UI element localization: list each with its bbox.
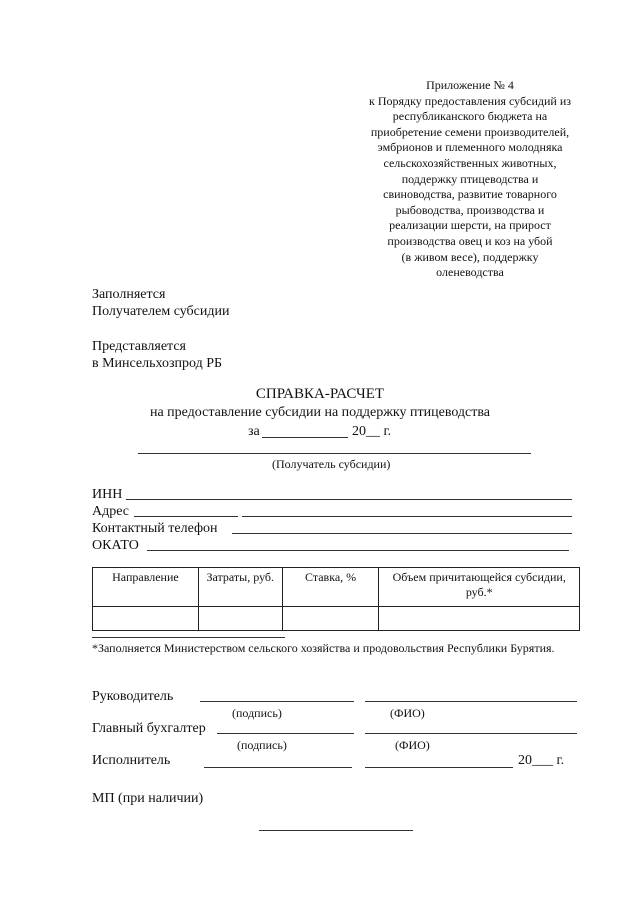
document-title: СПРАВКА-РАСЧЕТ — [255, 386, 385, 402]
table-cell[interactable] — [379, 607, 580, 631]
stamp-line[interactable] — [259, 830, 413, 831]
executor-signature-line[interactable] — [204, 767, 352, 768]
submitted-to-line1: Представляется — [92, 339, 186, 354]
filled-by-label — [92, 286, 229, 320]
footnote-divider — [92, 637, 285, 638]
okato-label: ОКАТО — [92, 538, 139, 553]
recipient-input-line[interactable] — [138, 453, 531, 454]
inn-label: ИНН — [92, 487, 123, 502]
filled-by-line1: Заполняется — [92, 287, 166, 302]
appendix-line: оленеводства — [436, 265, 504, 280]
submitted-to-line2: в Минсельхозпрод РБ — [92, 356, 223, 371]
address-input-line-1[interactable] — [134, 516, 238, 517]
recipient-caption: (Получатель субсидии) — [272, 457, 391, 471]
table-cell[interactable] — [198, 607, 282, 631]
chief-accountant-signature-line[interactable] — [217, 733, 354, 734]
appendix-line: рыбоводства, производства и — [395, 202, 545, 217]
executor-name-line[interactable] — [365, 767, 513, 768]
head-signature-caption: (подпись) — [232, 706, 282, 720]
table-header-rate: Ставка, % — [282, 568, 379, 607]
phone-label: Контактный телефон — [92, 521, 218, 536]
table-cell[interactable] — [93, 607, 199, 631]
table-cell[interactable] — [282, 607, 379, 631]
executor-year: 20___ г. — [518, 753, 565, 768]
appendix-line: приобретение семени производителей, — [370, 124, 570, 139]
executor-label: Исполнитель — [92, 753, 171, 768]
phone-input-line[interactable] — [232, 533, 572, 534]
appendix-line: Приложение № 4 — [426, 78, 514, 92]
table-header-subsidy-amount: Объем причитающейся субсидии, руб.* — [379, 568, 580, 607]
appendix-line: поддержку птицеводства и — [401, 171, 539, 186]
submitted-to-label — [92, 338, 222, 372]
appendix-line: (в живом весе), поддержку — [401, 249, 539, 264]
okato-input-line[interactable] — [147, 550, 569, 551]
subsidy-table — [92, 567, 580, 631]
address-input-line-2[interactable] — [242, 516, 572, 517]
appendix-line: республиканского бюджета на — [392, 109, 548, 124]
appendix-line: эмбрионов и племенного молодняка — [377, 140, 563, 155]
appendix-line: производства овец и коз на убой — [387, 233, 553, 248]
table-header-costs: Затраты, руб. — [198, 568, 282, 607]
footnote: *Заполняется Министерством сельского хозяйства и продовольствия Республики Бурятия. — [92, 641, 555, 655]
stamp-label: МП (при наличии) — [92, 791, 204, 806]
filled-by-line2: Получателем субсидии — [92, 304, 230, 319]
document-subtitle: на предоставление субсидии на поддержку птицеводства — [149, 405, 491, 420]
inn-input-line[interactable] — [126, 499, 572, 500]
chief-accountant-name-caption: (ФИО) — [395, 738, 430, 752]
table-header-row — [93, 568, 580, 607]
head-name-line[interactable] — [365, 701, 577, 702]
appendix-line: сельскохозяйственных животных, — [383, 155, 557, 170]
chief-accountant-signature-caption: (подпись) — [237, 738, 287, 752]
address-label: Адрес — [92, 504, 130, 519]
head-signature-line[interactable] — [200, 701, 354, 702]
table-header-direction: Направление — [93, 568, 199, 607]
head-label: Руководитель — [92, 689, 174, 704]
period-prefix: за — [248, 424, 260, 439]
appendix-line: к Порядку предоставления субсидий из — [369, 93, 571, 108]
appendix-note — [350, 78, 590, 281]
chief-accountant-label: Главный бухгалтер — [92, 721, 206, 736]
period-input-line[interactable] — [262, 437, 348, 438]
table-row — [93, 607, 580, 631]
period-year: 20__ г. — [352, 424, 392, 439]
head-name-caption: (ФИО) — [390, 706, 425, 720]
appendix-line: свиноводства, развитие товарного — [383, 187, 557, 202]
appendix-line: реализации шерсти, на прирост — [389, 218, 551, 233]
chief-accountant-name-line[interactable] — [365, 733, 577, 734]
